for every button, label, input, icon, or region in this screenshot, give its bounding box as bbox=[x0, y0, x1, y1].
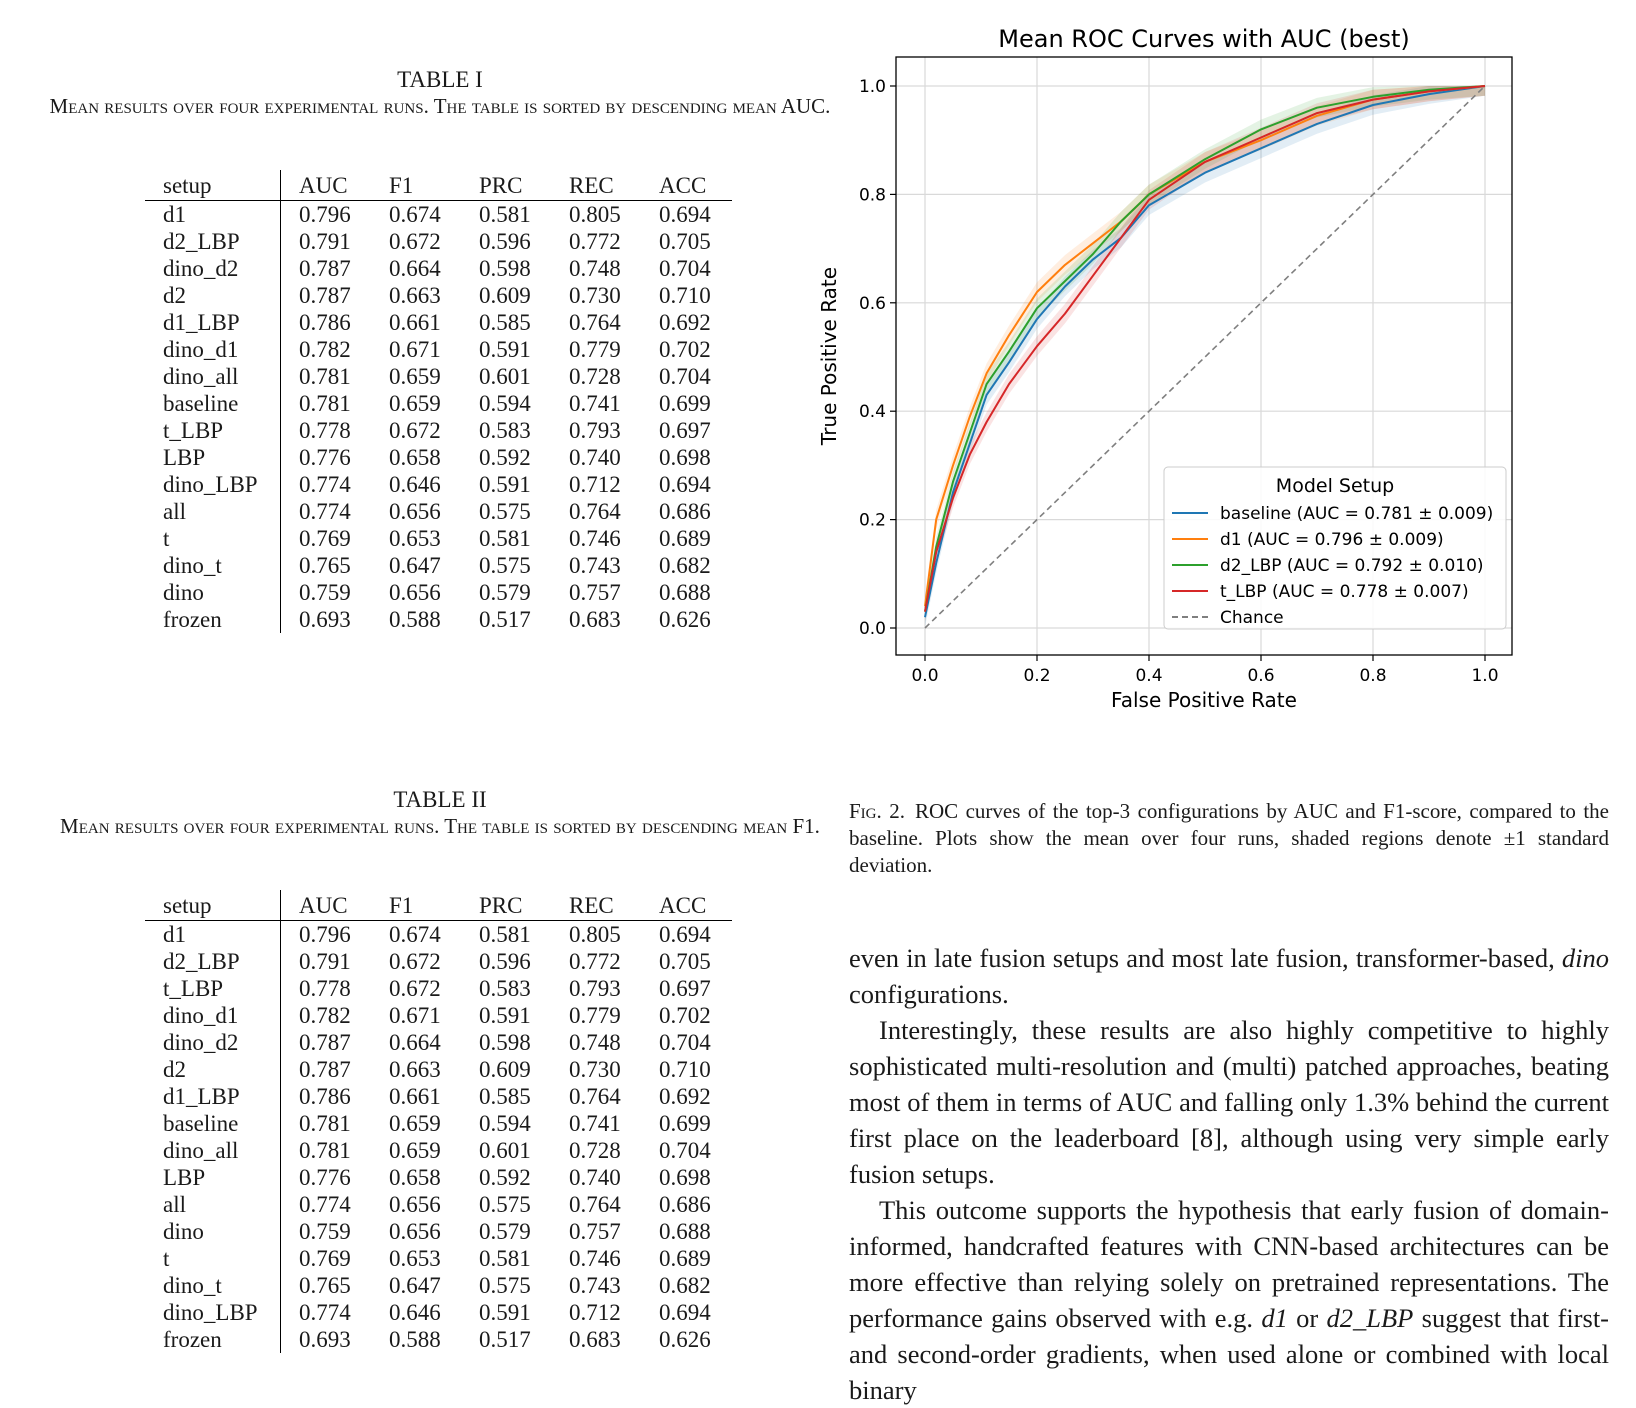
table-cell: 0.728 bbox=[569, 364, 621, 389]
column-header: PRC bbox=[479, 890, 569, 921]
table-cell: 0.791 bbox=[281, 228, 390, 255]
p3-emph-1: d1 bbox=[1261, 1303, 1288, 1333]
x-tick-label: 1.0 bbox=[1471, 666, 1499, 686]
figure-caption-text: ROC curves of the top-3 configurations by AUC and F1-score, compared to the baseline. Plots show the mean over four runs, shaded regions denote ±1 standard deviation. bbox=[849, 799, 1609, 877]
table-cell: 0.757 bbox=[569, 580, 621, 605]
table-row bbox=[145, 336, 732, 363]
chart-title: Mean ROC Curves with AUC (best) bbox=[998, 25, 1410, 53]
table-cell: 0.682 bbox=[659, 1273, 711, 1298]
table-cell: 0.787 bbox=[281, 1056, 390, 1083]
table-cell: 0.786 bbox=[281, 309, 390, 336]
table-cell: frozen bbox=[163, 607, 222, 632]
table-row bbox=[145, 444, 732, 471]
table-cell: 0.699 bbox=[659, 1111, 711, 1136]
table-cell: 0.778 bbox=[281, 417, 390, 444]
table-cell: 0.581 bbox=[479, 526, 531, 551]
column-header: ACC bbox=[659, 170, 732, 201]
table-cell: 0.581 bbox=[479, 1246, 531, 1271]
table-cell: 0.699 bbox=[659, 391, 711, 416]
table-cell: 0.764 bbox=[569, 310, 621, 335]
table-cell: d2 bbox=[163, 1057, 186, 1082]
table-cell: 0.596 bbox=[479, 229, 531, 254]
table-cell: 0.776 bbox=[281, 1164, 390, 1191]
table-cell: dino_t bbox=[163, 553, 222, 578]
legend-entry: Chance bbox=[1220, 608, 1284, 628]
table-row bbox=[145, 201, 732, 229]
table-cell: 0.748 bbox=[569, 256, 621, 281]
p3-emph-2: d2_LBP bbox=[1326, 1303, 1414, 1333]
y-tick-label: 0.8 bbox=[858, 185, 886, 206]
table-cell: 0.698 bbox=[659, 1165, 711, 1190]
table-cell: LBP bbox=[163, 1165, 206, 1190]
table-cell: 0.659 bbox=[389, 364, 441, 389]
table-cell: 0.659 bbox=[389, 1138, 441, 1163]
figure-caption bbox=[849, 798, 1609, 879]
table-cell: 0.694 bbox=[659, 1300, 711, 1325]
table-row bbox=[145, 417, 732, 444]
table-cell: 0.764 bbox=[569, 1192, 621, 1217]
x-tick-label: 0.2 bbox=[1023, 666, 1051, 686]
table-cell: 0.579 bbox=[479, 580, 531, 605]
table-cell: 0.779 bbox=[569, 1003, 621, 1028]
table-row bbox=[145, 1029, 732, 1056]
table-row bbox=[145, 606, 732, 633]
table-cell: 0.774 bbox=[281, 1191, 390, 1218]
table-row bbox=[145, 1002, 732, 1029]
table-cell: 0.656 bbox=[389, 499, 441, 524]
y-tick-label: 0.6 bbox=[858, 293, 886, 314]
table-cell: 0.664 bbox=[389, 256, 441, 281]
table-cell: dino_d2 bbox=[163, 256, 239, 281]
table-cell: dino bbox=[163, 1219, 204, 1244]
table-cell: 0.730 bbox=[569, 283, 621, 308]
table-cell: all bbox=[163, 1192, 186, 1217]
body-text bbox=[849, 940, 1609, 1408]
table-cell: frozen bbox=[163, 1327, 222, 1352]
legend-entry: d2_LBP (AUC = 0.792 ± 0.010) bbox=[1220, 556, 1484, 576]
table-cell: 0.592 bbox=[479, 445, 531, 470]
table-cell: 0.702 bbox=[659, 337, 711, 362]
table-cell: 0.585 bbox=[479, 1084, 531, 1109]
table-cell: 0.757 bbox=[569, 1219, 621, 1244]
table-cell: d1_LBP bbox=[163, 310, 240, 335]
table-row bbox=[145, 1191, 732, 1218]
table-cell: 0.672 bbox=[389, 229, 441, 254]
paragraph-1 bbox=[849, 940, 1609, 1012]
table-cell: 0.743 bbox=[569, 553, 621, 578]
table-cell: 0.591 bbox=[479, 1300, 531, 1325]
table-cell: 0.661 bbox=[389, 1084, 441, 1109]
table-row bbox=[145, 1164, 732, 1191]
table-cell: 0.581 bbox=[479, 202, 531, 227]
table-cell: d2 bbox=[163, 283, 186, 308]
table-cell: 0.796 bbox=[281, 201, 390, 229]
table-cell: 0.672 bbox=[389, 418, 441, 443]
table-cell: 0.710 bbox=[659, 283, 711, 308]
table2-title: TABLE II bbox=[393, 787, 487, 812]
table-cell: 0.782 bbox=[281, 1002, 390, 1029]
table-row bbox=[145, 282, 732, 309]
table2-header bbox=[40, 786, 840, 840]
table-cell: 0.774 bbox=[281, 498, 390, 525]
table-cell: 0.704 bbox=[659, 364, 711, 389]
table-cell: 0.704 bbox=[659, 256, 711, 281]
x-tick-label: 0.0 bbox=[911, 666, 939, 686]
table-cell: 0.779 bbox=[569, 337, 621, 362]
table-cell: 0.694 bbox=[659, 472, 711, 497]
table2 bbox=[145, 890, 732, 1353]
table-row bbox=[145, 975, 732, 1002]
table-cell: 0.656 bbox=[389, 1192, 441, 1217]
table-cell: 0.683 bbox=[569, 1327, 621, 1352]
table-cell: 0.653 bbox=[389, 1246, 441, 1271]
y-tick-label: 1.0 bbox=[858, 77, 886, 97]
table-cell: 0.674 bbox=[389, 202, 441, 227]
table-row bbox=[145, 1245, 732, 1272]
table-cell: 0.663 bbox=[389, 283, 441, 308]
table-cell: 0.787 bbox=[281, 1029, 390, 1056]
table-cell: 0.659 bbox=[389, 391, 441, 416]
table-cell: dino_all bbox=[163, 1138, 239, 1163]
table-cell: 0.591 bbox=[479, 1003, 531, 1028]
y-axis-label: True Positive Rate bbox=[817, 266, 841, 446]
table-cell: 0.517 bbox=[479, 1327, 531, 1352]
table-cell: 0.591 bbox=[479, 472, 531, 497]
table-cell: 0.664 bbox=[389, 1030, 441, 1055]
table-cell: 0.712 bbox=[569, 1300, 621, 1325]
legend-entry: t_LBP (AUC = 0.778 ± 0.007) bbox=[1220, 582, 1469, 602]
table-cell: dino_t bbox=[163, 1273, 222, 1298]
y-tick-label: 0.2 bbox=[858, 510, 886, 531]
table-cell: 0.765 bbox=[281, 552, 390, 579]
table-cell: 0.647 bbox=[389, 1273, 441, 1298]
table-cell: 0.671 bbox=[389, 1003, 441, 1028]
table-cell: 0.704 bbox=[659, 1138, 711, 1163]
table-row bbox=[145, 255, 732, 282]
table-cell: 0.672 bbox=[389, 949, 441, 974]
column-header: PRC bbox=[479, 170, 569, 201]
table-cell: d2_LBP bbox=[163, 229, 240, 254]
table-cell: 0.746 bbox=[569, 526, 621, 551]
table-cell: 0.741 bbox=[569, 391, 621, 416]
x-axis-label: False Positive Rate bbox=[1111, 688, 1297, 712]
table-cell: d1 bbox=[163, 922, 186, 947]
table-cell: dino_d1 bbox=[163, 1003, 239, 1028]
table-cell: 0.782 bbox=[281, 336, 390, 363]
table-cell: 0.712 bbox=[569, 472, 621, 497]
table-cell: 0.769 bbox=[281, 525, 390, 552]
table-cell: t bbox=[163, 526, 170, 551]
table-cell: 0.787 bbox=[281, 255, 390, 282]
table-cell: 0.796 bbox=[281, 921, 390, 949]
table-cell: t bbox=[163, 1246, 170, 1271]
y-tick-label: 0.0 bbox=[858, 619, 886, 639]
table-cell: 0.609 bbox=[479, 1057, 531, 1082]
table-row bbox=[145, 579, 732, 606]
table-cell: t_LBP bbox=[163, 418, 224, 443]
table-row bbox=[145, 1056, 732, 1083]
table-cell: 0.778 bbox=[281, 975, 390, 1002]
table-cell: all bbox=[163, 499, 186, 524]
table1-caption: Mean results over four experimental runs. The table is sorted by descending mean AUC. bbox=[49, 94, 831, 118]
table-cell: 0.693 bbox=[281, 1326, 390, 1353]
roc-chart bbox=[817, 15, 1600, 755]
table-cell: 0.646 bbox=[389, 1300, 441, 1325]
column-header: REC bbox=[569, 170, 659, 201]
table-cell: 0.517 bbox=[479, 607, 531, 632]
table-cell: 0.698 bbox=[659, 445, 711, 470]
table-cell: 0.694 bbox=[659, 922, 711, 947]
table-row bbox=[145, 1272, 732, 1299]
table-cell: 0.728 bbox=[569, 1138, 621, 1163]
figure-label: Fig. 2. bbox=[849, 799, 905, 823]
table-cell: 0.686 bbox=[659, 499, 711, 524]
table-cell: 0.674 bbox=[389, 922, 441, 947]
column-header: ACC bbox=[659, 890, 732, 921]
table-cell: 0.776 bbox=[281, 444, 390, 471]
p3-text-b: or bbox=[1287, 1303, 1327, 1333]
table-cell: 0.575 bbox=[479, 499, 531, 524]
table-row bbox=[145, 471, 732, 498]
table-row bbox=[145, 552, 732, 579]
table-cell: 0.693 bbox=[281, 606, 390, 633]
table-row bbox=[145, 1326, 732, 1353]
table-row bbox=[145, 525, 732, 552]
column-header: F1 bbox=[389, 170, 479, 201]
table-cell: 0.697 bbox=[659, 976, 711, 1001]
table-cell: d1_LBP bbox=[163, 1084, 240, 1109]
table-cell: 0.759 bbox=[281, 1218, 390, 1245]
table-cell: 0.658 bbox=[389, 445, 441, 470]
table-cell: dino_d2 bbox=[163, 1030, 239, 1055]
table-cell: 0.671 bbox=[389, 337, 441, 362]
x-tick-label: 0.6 bbox=[1247, 666, 1275, 686]
legend-title: Model Setup bbox=[1275, 475, 1395, 497]
table-row bbox=[145, 228, 732, 255]
x-tick-label: 0.8 bbox=[1359, 666, 1387, 686]
table-cell: 0.601 bbox=[479, 1138, 531, 1163]
table-cell: 0.702 bbox=[659, 1003, 711, 1028]
table-cell: 0.746 bbox=[569, 1246, 621, 1271]
table-cell: 0.656 bbox=[389, 580, 441, 605]
table-cell: 0.663 bbox=[389, 1057, 441, 1082]
table-row bbox=[145, 309, 732, 336]
column-header: REC bbox=[569, 890, 659, 921]
table-cell: 0.583 bbox=[479, 976, 531, 1001]
table-cell: 0.764 bbox=[569, 1084, 621, 1109]
table2-caption: Mean results over four experimental runs. The table is sorted by descending mean F1. bbox=[60, 814, 820, 838]
table-cell: 0.793 bbox=[569, 976, 621, 1001]
table-cell: 0.653 bbox=[389, 526, 441, 551]
table-cell: 0.692 bbox=[659, 310, 711, 335]
table-cell: 0.772 bbox=[569, 949, 621, 974]
table1 bbox=[145, 170, 732, 633]
table-cell: 0.592 bbox=[479, 1165, 531, 1190]
table-cell: 0.704 bbox=[659, 1030, 711, 1055]
table-cell: 0.743 bbox=[569, 1273, 621, 1298]
table-cell: 0.781 bbox=[281, 363, 390, 390]
table-cell: 0.594 bbox=[479, 1111, 531, 1136]
table-cell: 0.575 bbox=[479, 553, 531, 578]
table-cell: d2_LBP bbox=[163, 949, 240, 974]
table-cell: 0.791 bbox=[281, 948, 390, 975]
table-cell: 0.805 bbox=[569, 202, 621, 227]
table-cell: dino_LBP bbox=[163, 1300, 258, 1325]
table-cell: 0.581 bbox=[479, 922, 531, 947]
table-cell: 0.598 bbox=[479, 256, 531, 281]
table-row bbox=[145, 390, 732, 417]
table-cell: 0.710 bbox=[659, 1057, 711, 1082]
table-cell: 0.772 bbox=[569, 229, 621, 254]
table-row bbox=[145, 1083, 732, 1110]
table-cell: 0.588 bbox=[389, 1327, 441, 1352]
table-cell: 0.686 bbox=[659, 1192, 711, 1217]
paragraph-2: Interestingly, these results are also highly competitive to highly sophisticated multi-resolution and (multi) patched approaches, beating most of them in terms of AUC and falling only 1.3% behind the current first place on the leaderboard [8], although using very simple early fusion setups. bbox=[849, 1015, 1609, 1189]
legend-entry: baseline (AUC = 0.781 ± 0.009) bbox=[1220, 504, 1494, 524]
table-row bbox=[145, 948, 732, 975]
column-header: setup bbox=[145, 890, 281, 921]
table-cell: 0.805 bbox=[569, 922, 621, 947]
table-cell: baseline bbox=[163, 391, 239, 416]
table-cell: 0.689 bbox=[659, 526, 711, 551]
x-tick-label: 0.4 bbox=[1135, 666, 1163, 686]
table-cell: 0.682 bbox=[659, 553, 711, 578]
table-cell: 0.741 bbox=[569, 1111, 621, 1136]
table-cell: 0.656 bbox=[389, 1219, 441, 1244]
table-cell: baseline bbox=[163, 1111, 239, 1136]
table-cell: 0.672 bbox=[389, 976, 441, 1001]
table-cell: 0.764 bbox=[569, 499, 621, 524]
table-cell: 0.588 bbox=[389, 607, 441, 632]
table-cell: 0.609 bbox=[479, 283, 531, 308]
table-cell: 0.786 bbox=[281, 1083, 390, 1110]
table-cell: dino_LBP bbox=[163, 472, 258, 497]
table-row bbox=[145, 498, 732, 525]
table-cell: 0.689 bbox=[659, 1246, 711, 1271]
table1-header bbox=[40, 66, 840, 120]
table-row bbox=[145, 363, 732, 390]
table-cell: 0.730 bbox=[569, 1057, 621, 1082]
table-cell: 0.705 bbox=[659, 949, 711, 974]
table-cell: 0.774 bbox=[281, 471, 390, 498]
table-cell: 0.781 bbox=[281, 1137, 390, 1164]
table-cell: 0.658 bbox=[389, 1165, 441, 1190]
table-cell: d1 bbox=[163, 202, 186, 227]
table-cell: 0.688 bbox=[659, 580, 711, 605]
table-cell: dino bbox=[163, 580, 204, 605]
paragraph-3 bbox=[849, 1192, 1609, 1408]
table-cell: 0.659 bbox=[389, 1111, 441, 1136]
table-cell: 0.688 bbox=[659, 1219, 711, 1244]
table-cell: 0.697 bbox=[659, 418, 711, 443]
table-cell: 0.705 bbox=[659, 229, 711, 254]
p3-text-a: This outcome supports the hypothesis that early fusion of domain-informed, handcrafted features with CNN-based architectures can be more effective than relying solely on pretrained representations. The performance gains observed with e.g. bbox=[849, 1195, 1609, 1333]
table-cell: 0.781 bbox=[281, 390, 390, 417]
table-cell: 0.683 bbox=[569, 607, 621, 632]
table-cell: 0.575 bbox=[479, 1273, 531, 1298]
table-cell: 0.793 bbox=[569, 418, 621, 443]
column-header: F1 bbox=[389, 890, 479, 921]
table-cell: 0.594 bbox=[479, 391, 531, 416]
p1-text-a: even in late fusion setups and most late fusion, transformer-based, bbox=[849, 943, 1562, 973]
table-cell: dino_all bbox=[163, 364, 239, 389]
table1-title: TABLE I bbox=[397, 67, 483, 92]
table-cell: 0.601 bbox=[479, 364, 531, 389]
table-row bbox=[145, 1137, 732, 1164]
table-cell: t_LBP bbox=[163, 976, 224, 1001]
table-cell: 0.583 bbox=[479, 418, 531, 443]
column-header: setup bbox=[145, 170, 281, 201]
table-cell: 0.740 bbox=[569, 445, 621, 470]
table-cell: 0.646 bbox=[389, 472, 441, 497]
table-row bbox=[145, 1299, 732, 1326]
p3-text-c: suggest that first- and second-order gradients, when used alone or combined with local binary bbox=[849, 1303, 1610, 1405]
table-cell: 0.591 bbox=[479, 337, 531, 362]
table-cell: 0.626 bbox=[659, 607, 711, 632]
table-cell: 0.774 bbox=[281, 1299, 390, 1326]
table-cell: 0.626 bbox=[659, 1327, 711, 1352]
column-header: AUC bbox=[281, 890, 390, 921]
table-row bbox=[145, 1218, 732, 1245]
table-cell: 0.575 bbox=[479, 1192, 531, 1217]
legend-entry: d1 (AUC = 0.796 ± 0.009) bbox=[1220, 530, 1444, 550]
table-cell: 0.769 bbox=[281, 1245, 390, 1272]
table-cell: 0.781 bbox=[281, 1110, 390, 1137]
table-cell: 0.661 bbox=[389, 310, 441, 335]
table-cell: 0.692 bbox=[659, 1084, 711, 1109]
p1-emph: dino bbox=[1561, 943, 1609, 973]
table-cell: dino_d1 bbox=[163, 337, 239, 362]
column-header: AUC bbox=[281, 170, 390, 201]
table-cell: 0.579 bbox=[479, 1219, 531, 1244]
table-cell: 0.598 bbox=[479, 1030, 531, 1055]
table-row bbox=[145, 1110, 732, 1137]
table-cell: 0.596 bbox=[479, 949, 531, 974]
table-row bbox=[145, 921, 732, 949]
table-cell: 0.740 bbox=[569, 1165, 621, 1190]
table-cell: 0.759 bbox=[281, 579, 390, 606]
table-cell: 0.787 bbox=[281, 282, 390, 309]
y-tick-label: 0.4 bbox=[858, 402, 886, 423]
table-cell: 0.748 bbox=[569, 1030, 621, 1055]
table-cell: 0.585 bbox=[479, 310, 531, 335]
table-cell: 0.647 bbox=[389, 553, 441, 578]
table-cell: 0.694 bbox=[659, 202, 711, 227]
table-cell: LBP bbox=[163, 445, 206, 470]
p1-text-b: configurations. bbox=[849, 979, 1009, 1009]
table-cell: 0.765 bbox=[281, 1272, 390, 1299]
